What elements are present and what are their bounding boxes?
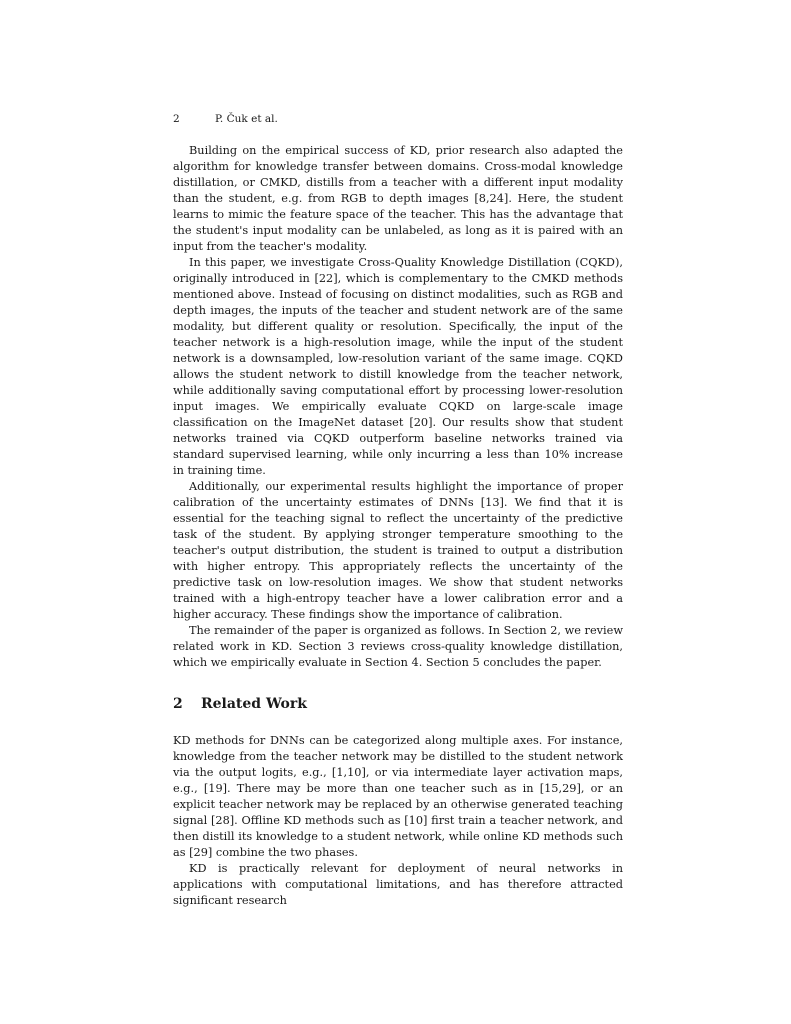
page-number: 2 [173,113,180,125]
running-head [173,112,623,126]
paragraph-organization: The remainder of the paper is organized as follows. In Section 2, we review related work in KD. Section 3 reviews cross-quality knowledge distillation, which we empirically evaluate in Section 4. Section 5 concludes the paper. [173,624,623,669]
introduction-body [173,143,623,671]
paragraph-cmkd: Building on the empirical success of KD, prior research also adapted the algorithm for knowledge transfer between domains. Cross-modal knowledge distillation, or CMKD, distills from a teacher with a different input modality than the student, e.g. from RGB to depth images [8,24]. Here, the student learns to mimic the feature space of the teacher. This has the advantage that the student's input modality can be unlabeled, as long as it is paired with an input from the teacher's modality. [173,144,623,253]
paper-page [173,112,623,909]
section-number: 2 [173,696,183,712]
paragraph-kd-methods: KD methods for DNNs can be categorized along multiple axes. For instance, knowledge from the teacher network may be distilled to the student network via the output logits, e.g., [1,10], or via intermediate layer activation maps, e.g., [19]. There may be more than one teacher such as in [15,29], or an explicit teacher network may be replaced by an otherwise generated teaching signal [28]. Offline KD methods such as [10] first train a teacher network, and then distill its knowledge to a student network, while online KD methods such as [29] combine the two phases. [173,734,623,859]
running-head-authors: P. Čuk et al. [215,113,278,125]
paragraph-kd-relevance: KD is practically relevant for deployment of neural networks in applications with computational limitations, and has therefore attracted significant research [173,862,623,907]
related-work-body [173,733,623,909]
section-heading [173,694,623,714]
paragraph-calibration: Additionally, our experimental results highlight the importance of proper calibration of the uncertainty estimates of DNNs [13]. We find that it is essential for the teaching signal to reflect the uncertainty of the predictive task of the student. By applying stronger temperature smoothing to the teacher's output distribution, the student is trained to output a distribution with higher entropy. This appropriately reflects the uncertainty of the predictive task on low-resolution images. We show that student networks trained with a high-entropy teacher have a lower calibration error and a higher accuracy. These findings show the importance of calibration. [173,480,623,621]
section-title: Related Work [201,696,307,712]
paragraph-cqkd: In this paper, we investigate Cross-Quality Knowledge Distillation (CQKD), originally introduced in [22], which is complementary to the CMKD methods mentioned above. Instead of focusing on distinct modalities, such as RGB and depth images, the inputs of the teacher and student network are of the same modality, but different quality or resolution. Specifically, the input of the teacher network is a high-resolution image, while the input of the student network is a downsampled, low-resolution variant of the same image. CQKD allows the student network to distill knowledge from the teacher network, while additionally saving computational effort by processing lower-resolution input images. We empirically evaluate CQKD on large-scale image classification on the ImageNet dataset [20]. Our results show that student networks trained via CQKD outperform baseline networks trained via standard supervised learning, while only incurring a less than 10% increase in training time. [173,256,623,477]
